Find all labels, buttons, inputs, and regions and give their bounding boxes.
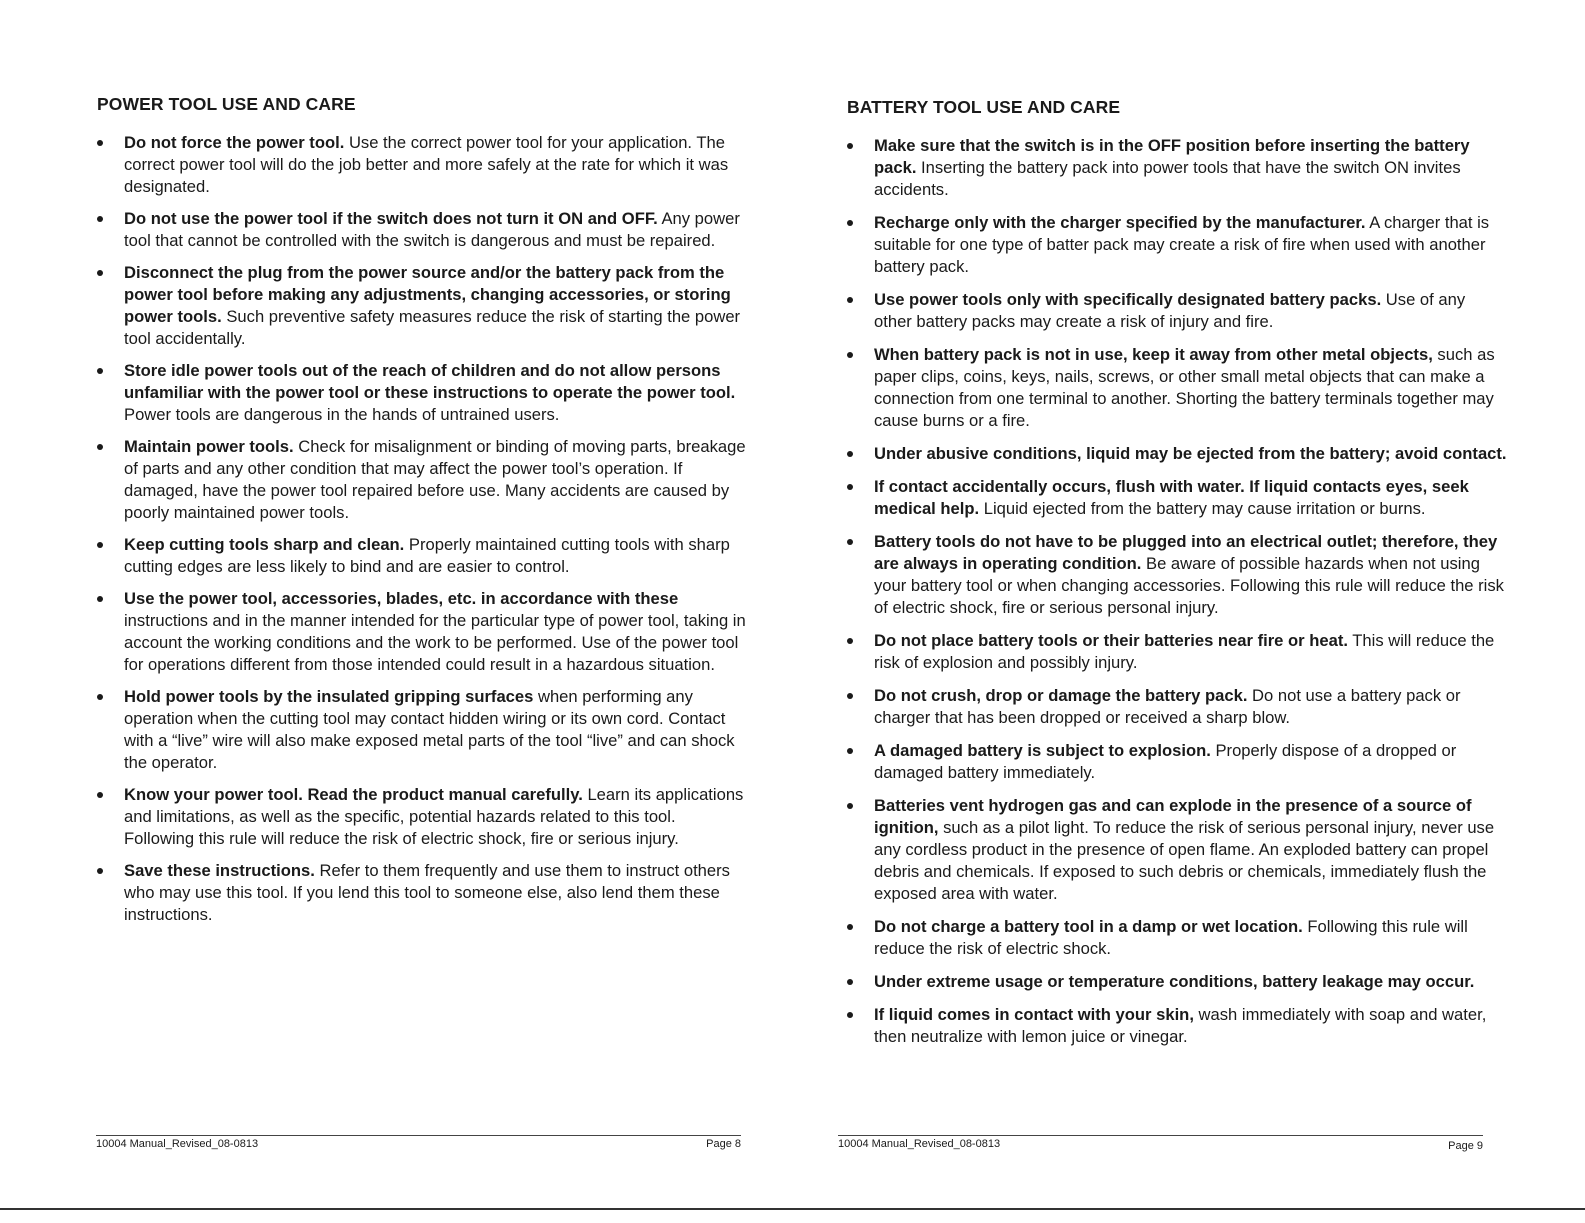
item-lead: Do not crush, drop or damage the battery pack. (874, 686, 1248, 705)
item-lead: Under extreme usage or temperature conditions, battery leakage may occur. (874, 972, 1475, 991)
item-lead: If contact accidentally occurs, flush with water. If liquid contacts eyes, seek medical help. (874, 477, 1469, 518)
list-item (97, 534, 747, 578)
bullet-dot (847, 143, 853, 149)
bullet-dot (847, 352, 853, 358)
bullet-dot (97, 368, 103, 374)
item-text: such as paper clips, coins, keys, nails, screws, or other small metal objects that can make a connection from one terminal to another. Shorting the battery terminals together may cause burns or a fire. (874, 345, 1495, 430)
item-text: A charger that is suitable for one type of batter pack may create a risk of fire when used with another battery pack. (874, 213, 1490, 276)
footer-divider-right (838, 1135, 1483, 1136)
bullet-dot (847, 924, 853, 930)
page-number-left: Page 8 (706, 1138, 741, 1150)
bullet-dot (847, 979, 853, 985)
item-text: when performing any operation when the cutting tool may contact hidden wiring or its own cord. Contact with a “live” wire will also make exposed metal parts of the tool “live” and can shock the operator. (124, 687, 735, 772)
item-lead: Recharge only with the charger specified by the manufacturer. (874, 213, 1366, 232)
list-item (847, 135, 1507, 201)
bullet-dot (97, 444, 103, 450)
item-text: Power tools are dangerous in the hands of untrained users. (124, 405, 560, 424)
list-item (97, 436, 747, 524)
list-item (97, 588, 747, 676)
item-text: Following this rule will reduce the risk of electric shock. (874, 917, 1468, 958)
item-lead: Batteries vent hydrogen gas and can explode in the presence of a source of ignition, (874, 796, 1472, 837)
bullet-dot (847, 539, 853, 545)
footer-divider-left (96, 1135, 741, 1136)
scan-bottom-edge (0, 1208, 1585, 1210)
bullet-dot (847, 451, 853, 457)
list-item (97, 262, 747, 350)
bullet-dot (97, 542, 103, 548)
bullet-dot (97, 694, 103, 700)
item-text: Properly maintained cutting tools with sharp cutting edges are less likely to bind and are easier to control. (124, 535, 730, 576)
battery-tool-bullet-list (847, 135, 1507, 1048)
item-lead: Maintain power tools. (124, 437, 294, 456)
item-text: instructions and in the manner intended for the particular type of power tool, taking in account the working conditions and the work to be performed. Use of the power tool for operations different from those intended could result in a hazardous situation. (124, 611, 746, 674)
bullet-dot (847, 748, 853, 754)
list-item (847, 795, 1507, 905)
section-title-battery-tool: BATTERY TOOL USE AND CARE (847, 97, 1121, 117)
list-item (847, 289, 1507, 333)
list-item (847, 476, 1507, 520)
list-item (847, 630, 1507, 674)
item-lead: Hold power tools by the insulated gripping surfaces (124, 687, 534, 706)
item-text: Liquid ejected from the battery may cause irritation or burns. (979, 499, 1426, 518)
power-tool-bullet-list (97, 132, 747, 926)
list-item (847, 531, 1507, 619)
footer-doc-id-left: 10004 Manual_Revised_08-0813 (96, 1138, 259, 1150)
bullet-dot (847, 1012, 853, 1018)
bullet-dot (847, 803, 853, 809)
item-lead: Do not place battery tools or their batteries near fire or heat. (874, 631, 1348, 650)
bullet-dot (847, 297, 853, 303)
item-text: Be aware of possible hazards when not using your battery tool or when changing accessories. Following this rule will reduce the risk of electric shock, fire or serious personal injury. (874, 554, 1504, 617)
item-lead: Know your power tool. Read the product manual carefully. (124, 785, 583, 804)
bullet-dot (97, 792, 103, 798)
item-text: Use of any other battery packs may create a risk of injury and fire. (874, 290, 1466, 331)
item-text: Use the correct power tool for your application. The correct power tool will do the job better and more safely at the rate for which it was designated. (124, 133, 729, 196)
item-text: Any power tool that cannot be controlled with the switch is dangerous and must be repaired. (124, 209, 740, 250)
bullet-dot (847, 693, 853, 699)
item-lead: Under abusive conditions, liquid may be ejected from the battery; avoid contact. (874, 444, 1507, 463)
bullet-dot (847, 638, 853, 644)
bullet-dot (97, 868, 103, 874)
item-text: such as a pilot light. To reduce the risk of serious personal injury, never use any cordless product in the presence of open flame. An exploded battery can propel debris and chemicals. If exposed to such debris or chemicals, immediately flush the exposed area with water. (874, 818, 1495, 903)
item-text: wash immediately with soap and water, then neutralize with lemon juice or vinegar. (874, 1005, 1487, 1046)
bullet-dot (847, 220, 853, 226)
item-text: Check for misalignment or binding of moving parts, breakage of parts and any other condition that may affect the power tool’s operation. If damaged, have the power tool repaired before use. Many accidents are caused by poorly maintained power tools. (124, 437, 746, 522)
item-text: This will reduce the risk of explosion and possibly injury. (874, 631, 1495, 672)
list-item (97, 860, 747, 926)
bullet-dot (97, 216, 103, 222)
list-item (97, 360, 747, 426)
item-lead: Do not use the power tool if the switch does not turn it ON and OFF. (124, 209, 658, 228)
item-lead: Disconnect the plug from the power source and/or the battery pack from the power tool before making any adjustments, changing accessories, or storing power tools. (124, 263, 731, 326)
bullet-dot (97, 140, 103, 146)
footer-doc-id-right: 10004 Manual_Revised_08-0813 (838, 1138, 1001, 1150)
item-lead: When battery pack is not in use, keep it away from other metal objects, (874, 345, 1433, 364)
item-text: Refer to them frequently and use them to instruct others who may use this tool. If you lend this tool to someone else, also lend them these instructions. (124, 861, 730, 924)
item-text: Such preventive safety measures reduce the risk of starting the power tool accidentally. (124, 307, 741, 348)
list-item (847, 916, 1507, 960)
bullet-dot (97, 596, 103, 602)
right-page-column (847, 97, 1507, 1059)
bullet-dot (847, 484, 853, 490)
item-lead: Battery tools do not have to be plugged into an electrical outlet; therefore, they are always in operating condition. (874, 532, 1498, 573)
item-text: Learn its applications and limitations, as well as the specific, potential hazards related to this tool. Following this rule will reduce the risk of electric shock, fire or serious injury. (124, 785, 744, 848)
list-item (847, 685, 1507, 729)
list-item (97, 132, 747, 198)
item-lead: Keep cutting tools sharp and clean. (124, 535, 405, 554)
list-item (97, 686, 747, 774)
item-lead: Do not charge a battery tool in a damp or wet location. (874, 917, 1303, 936)
list-item (97, 784, 747, 850)
page-number-right: Page 9 (1448, 1140, 1483, 1152)
item-lead: A damaged battery is subject to explosion. (874, 741, 1211, 760)
item-lead: Save these instructions. (124, 861, 315, 880)
item-lead: Use power tools only with specifically designated battery packs. (874, 290, 1382, 309)
item-text: Properly dispose of a dropped or damaged battery immediately. (874, 741, 1457, 782)
item-lead: Use the power tool, accessories, blades, etc. in accordance with these (124, 589, 679, 608)
list-item (847, 344, 1507, 432)
list-item (847, 740, 1507, 784)
item-text: Inserting the battery pack into power tools that have the switch ON invites accidents. (874, 158, 1461, 199)
item-lead: If liquid comes in contact with your skin, (874, 1005, 1194, 1024)
list-item (847, 1004, 1507, 1048)
list-item (847, 971, 1507, 993)
list-item (97, 208, 747, 252)
item-lead: Make sure that the switch is in the OFF position before inserting the battery pack. (874, 136, 1470, 177)
left-page-column (97, 94, 747, 936)
bullet-dot (97, 270, 103, 276)
item-lead: Do not force the power tool. (124, 133, 345, 152)
item-lead: Store idle power tools out of the reach of children and do not allow persons unfamiliar with the power tool or these instructions to operate the power tool. (124, 361, 736, 402)
section-title-power-tool: POWER TOOL USE AND CARE (97, 94, 356, 114)
item-text: Do not use a battery pack or charger that has been dropped or received a sharp blow. (874, 686, 1461, 727)
list-item (847, 212, 1507, 278)
list-item (847, 443, 1507, 465)
